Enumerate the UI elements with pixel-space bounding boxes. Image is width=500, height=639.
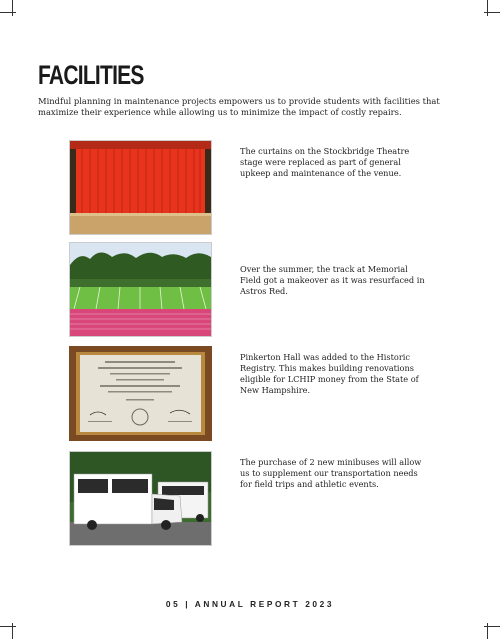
crop-mark — [0, 626, 16, 627]
page-title: FACILITIES — [38, 60, 144, 90]
intro-paragraph: Mindful planning in maintenance projects empowers us to provide students with facilities that maximize their experience while allowing us to minimize the impact of costly repairs. — [38, 96, 440, 117]
minibuses-photo — [69, 451, 212, 546]
crop-mark — [12, 0, 13, 16]
theatre-caption: The curtains on the Stockbridge Theatre stage were replaced as part of general upkeep and maintenance of the venue. — [240, 146, 410, 178]
memorial-field-track-photo — [69, 242, 212, 337]
crop-mark — [484, 12, 500, 13]
minibuses-caption: The purchase of 2 new minibuses will allow us to supplement our transportation needs for field trips and athletic events. — [240, 457, 422, 489]
crop-mark — [0, 12, 16, 13]
certificate-caption: Pinkerton Hall was added to the Historic Registry. This makes building renovations eligible for LCHIP money from the State of New Hampshire. — [240, 352, 419, 395]
track-caption: Over the summer, the track at Memorial Field got a makeover as it was resurfaced in Astros Red. — [240, 264, 425, 296]
crop-mark — [484, 626, 500, 627]
page-footer: 05 | ANNUAL REPORT 2023 — [165, 599, 335, 609]
theatre-curtains-photo — [69, 140, 212, 235]
crop-mark — [487, 0, 488, 16]
historic-registry-certificate-photo — [69, 346, 212, 441]
